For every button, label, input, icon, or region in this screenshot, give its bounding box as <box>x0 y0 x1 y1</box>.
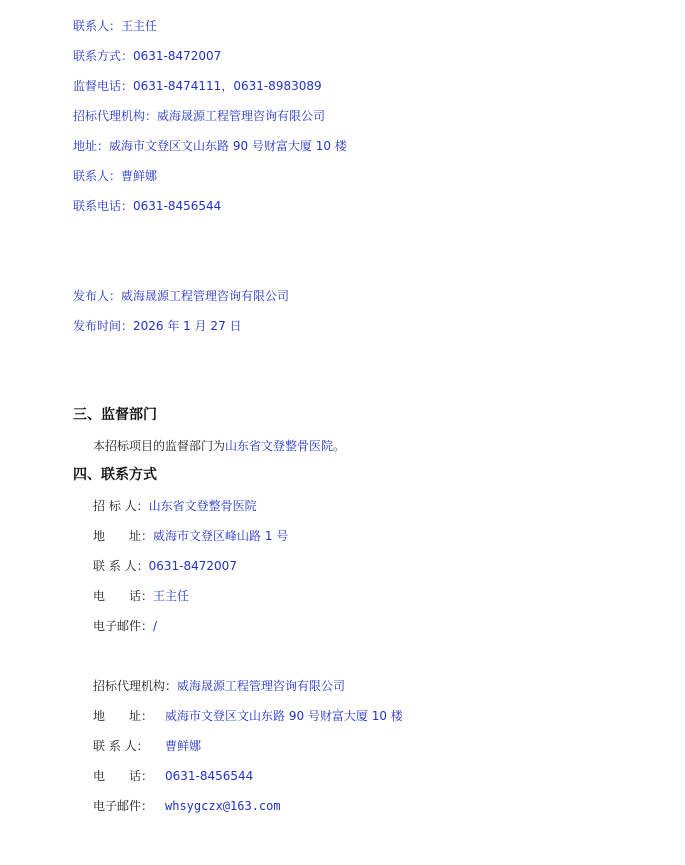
tenderer-address-label: 地 址： <box>93 529 154 543</box>
agency-phone-row <box>93 768 253 784</box>
section3-text-suffix: 。 <box>333 439 346 453</box>
tenderer-contact-value: 0631-8472007 <box>148 559 237 573</box>
top-agency: 招标代理机构：威海晟源工程管理咨询有限公司 <box>73 109 326 123</box>
agency-address-label: 地 址： <box>93 709 154 723</box>
agency-name-value: 威海晟源工程管理咨询有限公司 <box>177 679 346 693</box>
agency-email-link[interactable]: whsygczx@163.com <box>165 799 281 813</box>
top-address: 地址：威海市文登区文山东路 90 号财富大厦 10 楼 <box>73 139 347 153</box>
agency-contact-value: 曹鲜娜 <box>165 739 202 753</box>
tenderer-contact-row <box>93 558 237 574</box>
tenderer-phone-row <box>93 588 189 604</box>
tenderer-phone-label: 电 话： <box>93 589 154 603</box>
agency-address-value: 威海市文登区文山东路 90 号财富大厦 10 楼 <box>165 709 403 723</box>
top-contact-method: 联系方式：0631-8472007 <box>73 49 222 63</box>
agency-contact-label: 联 系 人： <box>93 739 149 753</box>
agency-address-row <box>93 708 403 724</box>
agency-email-row <box>93 798 281 814</box>
publisher: 发布人：威海晟源工程管理咨询有限公司 <box>73 289 290 303</box>
tenderer-email-label: 电子邮件： <box>93 619 154 633</box>
tenderer-email-row <box>93 618 157 634</box>
tenderer-name-value: 山东省文登整骨医院 <box>148 499 257 513</box>
tenderer-address-value: 威海市文登区峰山路 1 号 <box>153 529 289 543</box>
section4-heading: 四、联系方式 <box>73 467 157 483</box>
top-agency-phone: 联系电话：0631-8456544 <box>73 199 222 213</box>
section3-text-prefix: 本招标项目的监督部门为 <box>93 439 226 453</box>
tenderer-contact-label: 联 系 人： <box>93 559 149 573</box>
tenderer-address-row <box>93 528 288 544</box>
agency-contact-row <box>93 738 201 754</box>
agency-phone-value: 0631-8456544 <box>165 769 254 783</box>
top-supervision-phone: 监督电话：0631-8474111，0631-8983089 <box>73 79 322 93</box>
section3-text-org: 山东省文登整骨医院 <box>225 439 334 453</box>
agency-phone-label: 电 话： <box>93 769 154 783</box>
agency-email-label: 电子邮件： <box>93 799 154 813</box>
agency-name-label: 招标代理机构： <box>93 679 178 693</box>
top-agency-contact: 联系人：曹鲜娜 <box>73 169 158 183</box>
tenderer-name-label: 招 标 人： <box>93 499 149 513</box>
tenderer-name-row <box>93 498 257 514</box>
tenderer-email-value: / <box>153 619 158 633</box>
top-contact-person: 联系人：王主任 <box>73 19 158 33</box>
agency-name-row <box>93 678 345 694</box>
publish-time: 发布时间：2026 年 1 月 27 日 <box>73 319 242 333</box>
section3-heading: 三、监督部门 <box>73 407 157 423</box>
tenderer-phone-value: 王主任 <box>153 589 190 603</box>
section3-text <box>93 438 345 454</box>
